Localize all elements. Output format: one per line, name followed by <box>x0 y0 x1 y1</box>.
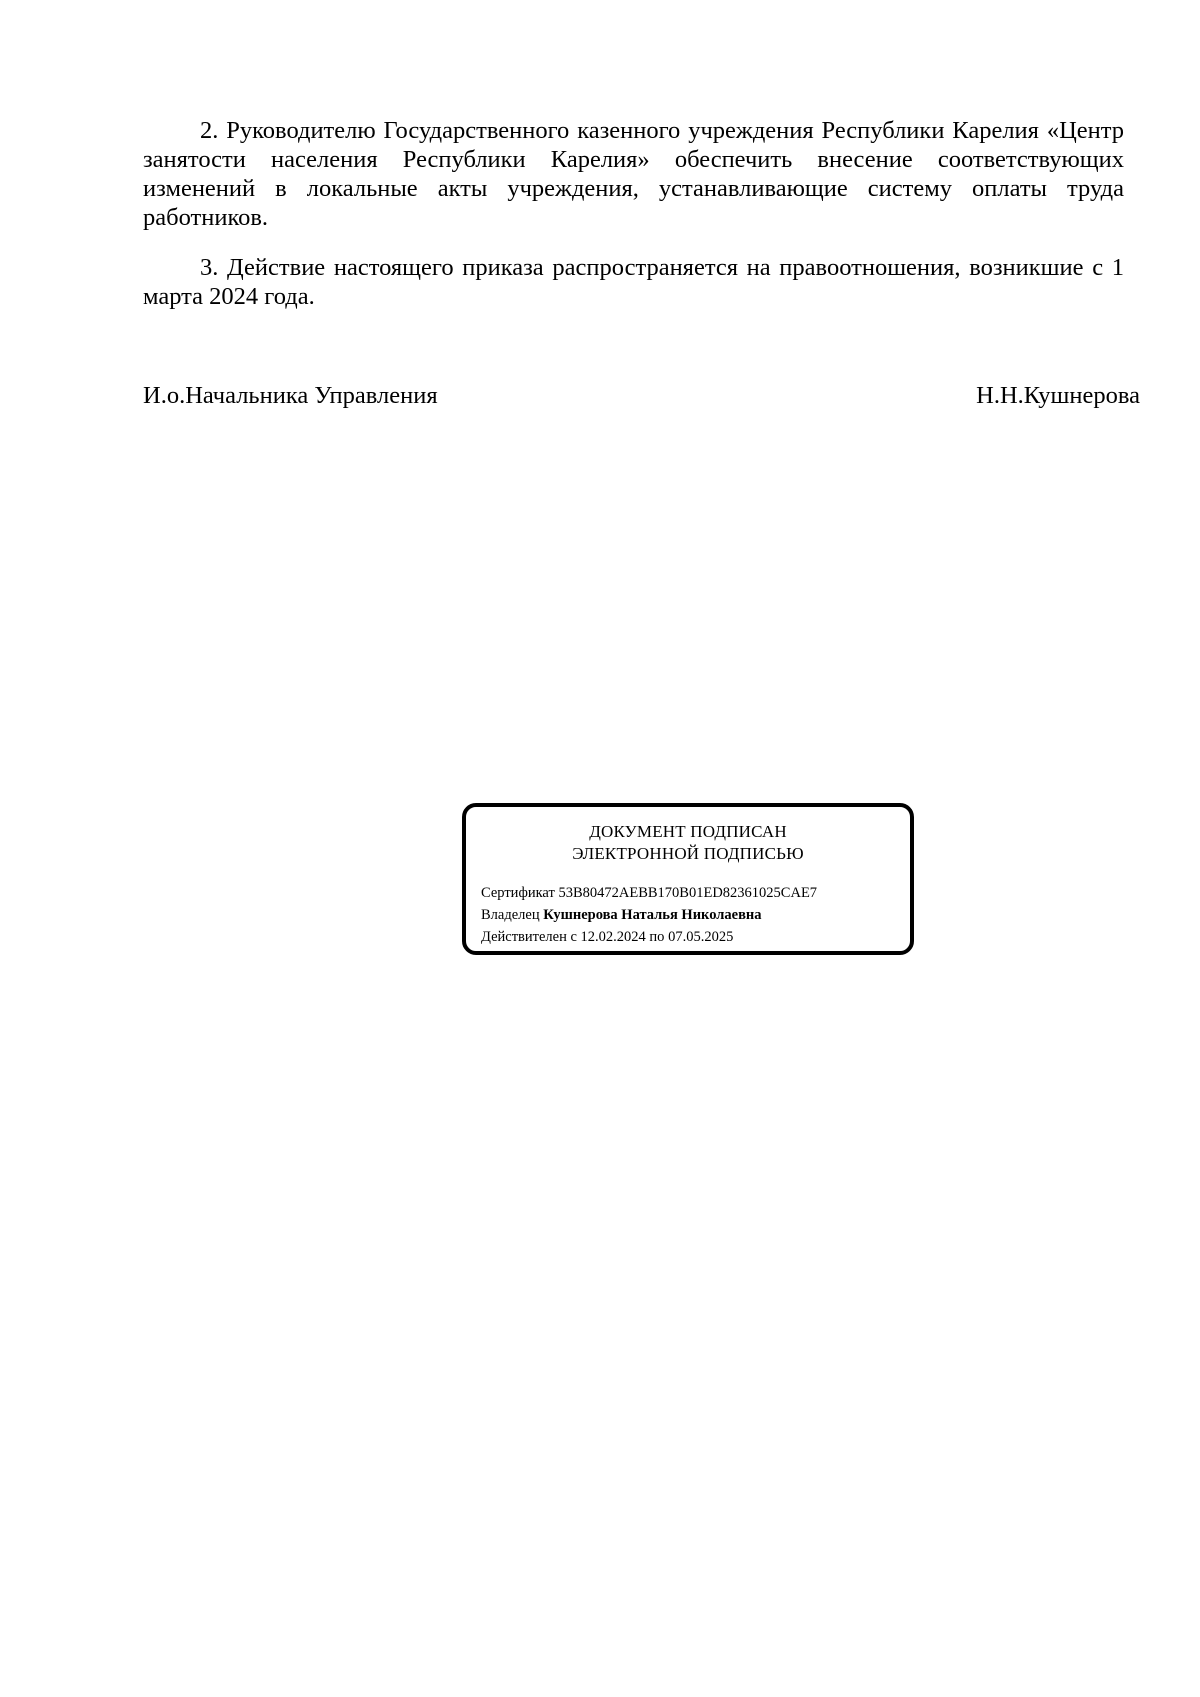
paragraph-2: 2. Руководителю Государственного казенного учреждения Республики Карелия «Центр занятости населения Республики Карелия» обеспечить внесение соответствующих изменений в локальные акты учреждения, устанавливающие систему оплаты труда работников. <box>143 117 1124 231</box>
stamp-validity-row <box>481 926 817 948</box>
valid-from-date: 12.02.2024 <box>580 929 646 945</box>
signatory-name: Н.Н.Кушнерова <box>976 382 1140 409</box>
signatory-title: И.о.Начальника Управления <box>143 382 438 409</box>
stamp-header <box>466 821 910 865</box>
owner-value: Кушнерова Наталья Николаевна <box>543 907 762 923</box>
stamp-owner-row <box>481 904 817 926</box>
certificate-label: Сертификат <box>481 885 555 901</box>
stamp-certificate-row <box>481 882 817 904</box>
valid-to-date: 07.05.2025 <box>668 929 734 945</box>
paragraph-3: 3. Действие настоящего приказа распространяется на правоотношения, возникшие с 1 марта 2024 года. <box>143 254 1124 310</box>
owner-label: Владелец <box>481 907 540 923</box>
stamp-header-line-2: ЭЛЕКТРОННОЙ ПОДПИСЬЮ <box>572 844 804 863</box>
certificate-value: 53B80472AEBB170B01ED82361025CAE7 <box>558 885 818 901</box>
stamp-details <box>481 882 817 948</box>
valid-from-label: с <box>570 929 577 945</box>
valid-label: Действителен <box>481 929 567 945</box>
electronic-signature-stamp <box>462 803 914 955</box>
stamp-header-line-1: ДОКУМЕНТ ПОДПИСАН <box>589 822 787 841</box>
valid-to-label: по <box>649 929 665 945</box>
